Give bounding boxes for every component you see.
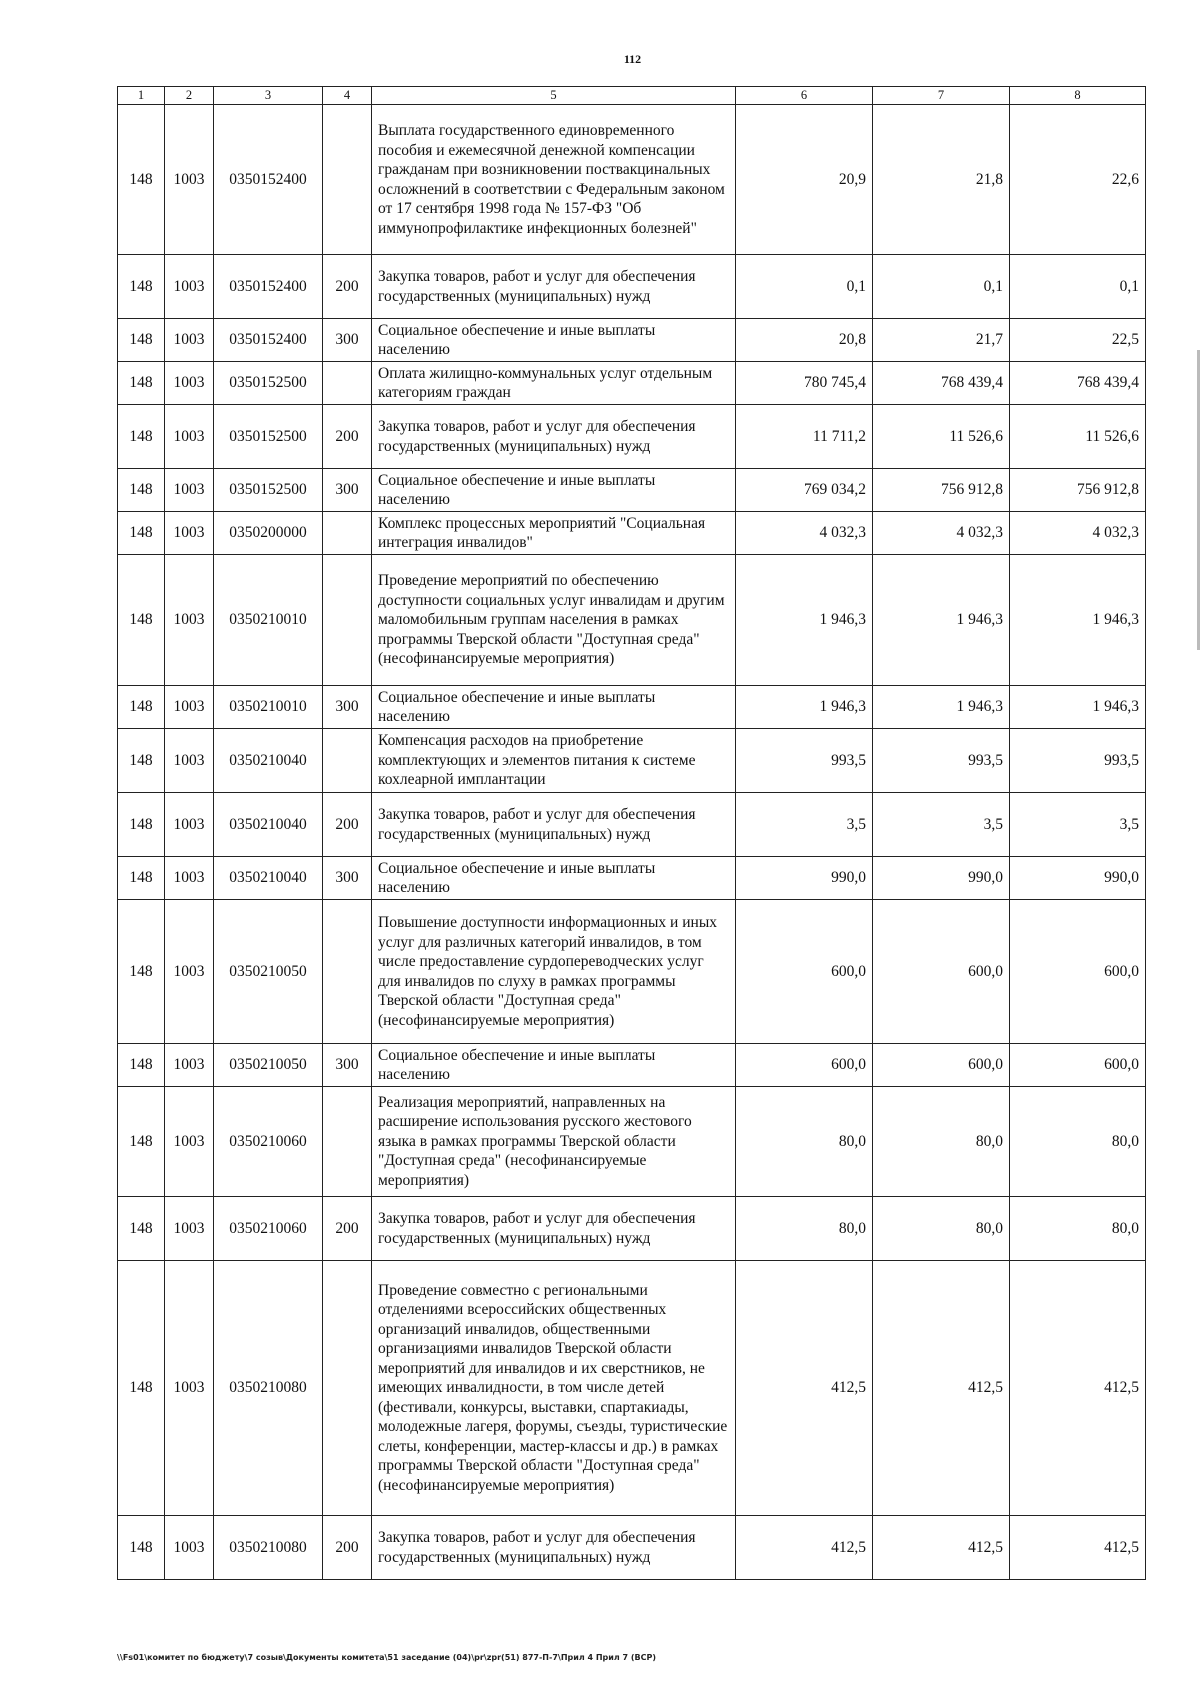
- amount-col8-cell: 600,0: [1010, 1044, 1146, 1087]
- kbk-section-cell: 1003: [165, 405, 214, 469]
- amount-col7-cell: 4 032,3: [873, 512, 1010, 555]
- kbk-expense-type-cell: [323, 1261, 372, 1516]
- kbk-target-cell: 0350210080: [214, 1516, 323, 1580]
- amount-col8-cell: 3,5: [1010, 793, 1146, 857]
- budget-table: [117, 86, 1146, 1580]
- column-header: 8: [1010, 87, 1146, 105]
- table-row: [118, 362, 1146, 405]
- kbk-section-cell: 1003: [165, 1516, 214, 1580]
- kbk-section-cell: 1003: [165, 857, 214, 900]
- amount-col6-cell: 1 946,3: [736, 686, 873, 729]
- amount-col6-cell: 600,0: [736, 900, 873, 1044]
- kbk-target-cell: 0350210010: [214, 555, 323, 686]
- kbk-expense-type-cell: 300: [323, 857, 372, 900]
- amount-col6-cell: 1 946,3: [736, 555, 873, 686]
- column-header: 6: [736, 87, 873, 105]
- description-cell: Повышение доступности информационных и иных услуг для различных категорий инвалидов, в том числе предоставление сурдопереводческих услуг для инвалидов по слуху в рамках программы Тверской области "Доступная среда" (несофинансируемые мероприятия): [372, 900, 736, 1044]
- amount-col8-cell: 756 912,8: [1010, 469, 1146, 512]
- column-header: 2: [165, 87, 214, 105]
- kbk-expense-type-cell: [323, 362, 372, 405]
- kbk-section-cell: 1003: [165, 1261, 214, 1516]
- amount-col6-cell: 3,5: [736, 793, 873, 857]
- table-row: [118, 105, 1146, 255]
- table-row: [118, 729, 1146, 793]
- table-row: [118, 1044, 1146, 1087]
- amount-col6-cell: 769 034,2: [736, 469, 873, 512]
- kbk-expense-type-cell: 200: [323, 255, 372, 319]
- amount-col8-cell: 1 946,3: [1010, 555, 1146, 686]
- description-cell: Закупка товаров, работ и услуг для обеспечения государственных (муниципальных) нужд: [372, 405, 736, 469]
- table-row: [118, 1261, 1146, 1516]
- kbk-section-cell: 1003: [165, 469, 214, 512]
- kbk-expense-type-cell: [323, 1087, 372, 1197]
- column-header: 3: [214, 87, 323, 105]
- amount-col6-cell: 11 711,2: [736, 405, 873, 469]
- amount-col7-cell: 80,0: [873, 1087, 1010, 1197]
- amount-col7-cell: 3,5: [873, 793, 1010, 857]
- table-row: [118, 1516, 1146, 1580]
- amount-col8-cell: 600,0: [1010, 900, 1146, 1044]
- kbk-chapter-cell: 148: [118, 1087, 165, 1197]
- table-row: [118, 405, 1146, 469]
- kbk-chapter-cell: 148: [118, 900, 165, 1044]
- kbk-target-cell: 0350152400: [214, 105, 323, 255]
- table-row: [118, 900, 1146, 1044]
- kbk-expense-type-cell: [323, 555, 372, 686]
- column-header: 1: [118, 87, 165, 105]
- amount-col6-cell: 600,0: [736, 1044, 873, 1087]
- amount-col6-cell: 0,1: [736, 255, 873, 319]
- amount-col6-cell: 4 032,3: [736, 512, 873, 555]
- amount-col8-cell: 80,0: [1010, 1197, 1146, 1261]
- amount-col8-cell: 990,0: [1010, 857, 1146, 900]
- kbk-target-cell: 0350210080: [214, 1261, 323, 1516]
- description-cell: Закупка товаров, работ и услуг для обеспечения государственных (муниципальных) нужд: [372, 1197, 736, 1261]
- amount-col7-cell: 993,5: [873, 729, 1010, 793]
- amount-col7-cell: 21,8: [873, 105, 1010, 255]
- amount-col6-cell: 20,8: [736, 319, 873, 362]
- kbk-chapter-cell: 148: [118, 405, 165, 469]
- kbk-expense-type-cell: 200: [323, 1197, 372, 1261]
- kbk-chapter-cell: 148: [118, 1044, 165, 1087]
- kbk-target-cell: 0350210040: [214, 793, 323, 857]
- kbk-section-cell: 1003: [165, 319, 214, 362]
- amount-col7-cell: 768 439,4: [873, 362, 1010, 405]
- amount-col8-cell: 4 032,3: [1010, 512, 1146, 555]
- amount-col8-cell: 412,5: [1010, 1261, 1146, 1516]
- kbk-target-cell: 0350152400: [214, 319, 323, 362]
- kbk-chapter-cell: 148: [118, 686, 165, 729]
- amount-col8-cell: 993,5: [1010, 729, 1146, 793]
- table-row: [118, 857, 1146, 900]
- description-cell: Социальное обеспечение и иные выплаты населению: [372, 319, 736, 362]
- description-cell: Проведение совместно с региональными отделениями всероссийских общественных организаций инвалидов, общественными организациями инвалидов Тверской области мероприятий для инвалидов и их сверстников, не имеющих инвалидности, в том числе детей (фестивали, конкурсы, выставки, спартакиады, молодежные лагеря, форумы, съезды, туристические слеты, конференции, мастер-классы и др.) в рамках программы Тверской области "Доступная среда" (несофинансируемые мероприятия): [372, 1261, 736, 1516]
- amount-col7-cell: 1 946,3: [873, 686, 1010, 729]
- amount-col6-cell: 990,0: [736, 857, 873, 900]
- header-row: [118, 87, 1146, 105]
- kbk-section-cell: 1003: [165, 1197, 214, 1261]
- kbk-target-cell: 0350152500: [214, 469, 323, 512]
- amount-col8-cell: 22,6: [1010, 105, 1146, 255]
- kbk-chapter-cell: 148: [118, 729, 165, 793]
- column-header: 4: [323, 87, 372, 105]
- description-cell: Реализация мероприятий, направленных на расширение использования русского жестового языка в рамках программы Тверской области "Доступная среда" (несофинансируемые мероприятия): [372, 1087, 736, 1197]
- amount-col6-cell: 780 745,4: [736, 362, 873, 405]
- column-header: 5: [372, 87, 736, 105]
- amount-col7-cell: 0,1: [873, 255, 1010, 319]
- amount-col8-cell: 1 946,3: [1010, 686, 1146, 729]
- kbk-section-cell: 1003: [165, 555, 214, 686]
- table-row: [118, 1087, 1146, 1197]
- kbk-target-cell: 0350210050: [214, 900, 323, 1044]
- kbk-target-cell: 0350152500: [214, 362, 323, 405]
- kbk-section-cell: 1003: [165, 1087, 214, 1197]
- table-row: [118, 686, 1146, 729]
- kbk-expense-type-cell: [323, 729, 372, 793]
- kbk-chapter-cell: 148: [118, 319, 165, 362]
- amount-col7-cell: 11 526,6: [873, 405, 1010, 469]
- kbk-chapter-cell: 148: [118, 1197, 165, 1261]
- kbk-target-cell: 0350152400: [214, 255, 323, 319]
- kbk-section-cell: 1003: [165, 105, 214, 255]
- amount-col7-cell: 21,7: [873, 319, 1010, 362]
- table-row: [118, 319, 1146, 362]
- amount-col8-cell: 412,5: [1010, 1516, 1146, 1580]
- table-row: [118, 255, 1146, 319]
- table-row: [118, 555, 1146, 686]
- kbk-expense-type-cell: 200: [323, 1516, 372, 1580]
- description-cell: Социальное обеспечение и иные выплаты населению: [372, 686, 736, 729]
- kbk-target-cell: 0350210060: [214, 1087, 323, 1197]
- amount-col8-cell: 22,5: [1010, 319, 1146, 362]
- description-cell: Проведение мероприятий по обеспечению доступности социальных услуг инвалидам и другим маломобильным группам населения в рамках программы Тверской области "Доступная среда" (несофинансируемые мероприятия): [372, 555, 736, 686]
- kbk-target-cell: 0350210060: [214, 1197, 323, 1261]
- amount-col8-cell: 80,0: [1010, 1087, 1146, 1197]
- footer-file-path: \\Fs01\комитет по бюджету\7 созыв\Документы комитета\51 заседание (04)\pr\zpr(51) 877-П-7\Прил 4 Прил 7 (ВСР): [117, 1653, 657, 1662]
- column-header: 7: [873, 87, 1010, 105]
- kbk-chapter-cell: 148: [118, 362, 165, 405]
- kbk-chapter-cell: 148: [118, 793, 165, 857]
- table-row: [118, 469, 1146, 512]
- amount-col8-cell: 11 526,6: [1010, 405, 1146, 469]
- kbk-chapter-cell: 148: [118, 469, 165, 512]
- kbk-target-cell: 0350210040: [214, 729, 323, 793]
- description-cell: Компенсация расходов на приобретение комплектующих и элементов питания к системе кохлеарной имплантации: [372, 729, 736, 793]
- amount-col7-cell: 600,0: [873, 900, 1010, 1044]
- amount-col7-cell: 1 946,3: [873, 555, 1010, 686]
- amount-col7-cell: 756 912,8: [873, 469, 1010, 512]
- table-row: [118, 1197, 1146, 1261]
- kbk-section-cell: 1003: [165, 255, 214, 319]
- kbk-target-cell: 0350210010: [214, 686, 323, 729]
- description-cell: Закупка товаров, работ и услуг для обеспечения государственных (муниципальных) нужд: [372, 255, 736, 319]
- amount-col8-cell: 768 439,4: [1010, 362, 1146, 405]
- kbk-target-cell: 0350210040: [214, 857, 323, 900]
- kbk-chapter-cell: 148: [118, 512, 165, 555]
- kbk-expense-type-cell: 300: [323, 319, 372, 362]
- amount-col7-cell: 80,0: [873, 1197, 1010, 1261]
- kbk-expense-type-cell: 200: [323, 793, 372, 857]
- description-cell: Комплекс процессных мероприятий "Социальная интеграция инвалидов": [372, 512, 736, 555]
- kbk-chapter-cell: 148: [118, 105, 165, 255]
- amount-col7-cell: 412,5: [873, 1261, 1010, 1516]
- kbk-section-cell: 1003: [165, 686, 214, 729]
- description-cell: Социальное обеспечение и иные выплаты населению: [372, 469, 736, 512]
- amount-col7-cell: 412,5: [873, 1516, 1010, 1580]
- kbk-expense-type-cell: [323, 105, 372, 255]
- amount-col6-cell: 412,5: [736, 1516, 873, 1580]
- kbk-section-cell: 1003: [165, 793, 214, 857]
- description-cell: Закупка товаров, работ и услуг для обеспечения государственных (муниципальных) нужд: [372, 1516, 736, 1580]
- amount-col6-cell: 993,5: [736, 729, 873, 793]
- amount-col6-cell: 80,0: [736, 1087, 873, 1197]
- description-cell: Закупка товаров, работ и услуг для обеспечения государственных (муниципальных) нужд: [372, 793, 736, 857]
- amount-col6-cell: 20,9: [736, 105, 873, 255]
- description-cell: Оплата жилищно-коммунальных услуг отдельным категориям граждан: [372, 362, 736, 405]
- kbk-chapter-cell: 148: [118, 857, 165, 900]
- kbk-expense-type-cell: 200: [323, 405, 372, 469]
- amount-col8-cell: 0,1: [1010, 255, 1146, 319]
- page-number: 112: [623, 52, 642, 66]
- kbk-target-cell: 0350152500: [214, 405, 323, 469]
- kbk-section-cell: 1003: [165, 900, 214, 1044]
- kbk-expense-type-cell: 300: [323, 686, 372, 729]
- table-row: [118, 793, 1146, 857]
- amount-col6-cell: 80,0: [736, 1197, 873, 1261]
- amount-col7-cell: 990,0: [873, 857, 1010, 900]
- amount-col7-cell: 600,0: [873, 1044, 1010, 1087]
- kbk-expense-type-cell: 300: [323, 469, 372, 512]
- description-cell: Выплата государственного единовременного пособия и ежемесячной денежной компенсации гражданам при возникновении поствакцинальных осложнений в соответствии с Федеральным законом от 17 сентября 1998 года № 157-ФЗ "Об иммунопрофилактике инфекционных болезней": [372, 105, 736, 255]
- kbk-chapter-cell: 148: [118, 1516, 165, 1580]
- kbk-section-cell: 1003: [165, 1044, 214, 1087]
- description-cell: Социальное обеспечение и иные выплаты населению: [372, 857, 736, 900]
- kbk-target-cell: 0350210050: [214, 1044, 323, 1087]
- description-cell: Социальное обеспечение и иные выплаты населению: [372, 1044, 736, 1087]
- amount-col6-cell: 412,5: [736, 1261, 873, 1516]
- kbk-chapter-cell: 148: [118, 555, 165, 686]
- kbk-chapter-cell: 148: [118, 255, 165, 319]
- kbk-expense-type-cell: 300: [323, 1044, 372, 1087]
- kbk-section-cell: 1003: [165, 512, 214, 555]
- kbk-target-cell: 0350200000: [214, 512, 323, 555]
- table-row: [118, 512, 1146, 555]
- kbk-section-cell: 1003: [165, 362, 214, 405]
- kbk-expense-type-cell: [323, 900, 372, 1044]
- kbk-expense-type-cell: [323, 512, 372, 555]
- kbk-chapter-cell: 148: [118, 1261, 165, 1516]
- kbk-section-cell: 1003: [165, 729, 214, 793]
